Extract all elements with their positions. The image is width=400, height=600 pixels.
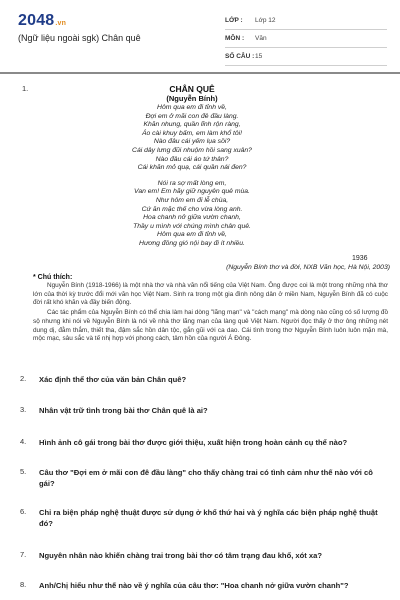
- question-number: 5.: [20, 467, 27, 476]
- poem-line: Nào đâu cái yếm lụa sồi?: [153, 138, 231, 146]
- poem-line: Cứ ăn mặc thế cho vừa lòng anh.: [141, 205, 243, 213]
- logo-main: 2048: [18, 12, 55, 29]
- question-item: [20, 405, 390, 416]
- footnotes-heading: * Chú thích:: [33, 274, 73, 281]
- meta-row-grade: [225, 12, 387, 30]
- footnotes: [33, 274, 388, 345]
- meta-value: Lớp 12: [255, 17, 276, 24]
- poem-line: Hoa chanh nở giữa vườn chanh,: [143, 214, 241, 222]
- question-number: 3.: [20, 405, 27, 414]
- question-number: 2.: [20, 374, 27, 383]
- poem-line: Nói ra sợ mất lòng em,: [157, 179, 227, 187]
- question-text: Hình ảnh cô gái trong bài thơ được giới thiệu, xuất hiện trong hoàn cảnh cụ thể nào?: [39, 438, 348, 447]
- question-item: [20, 507, 390, 529]
- poem-line: Cái khăn mỏ quạ, cái quần nái đen?: [137, 164, 247, 172]
- header-divider: [0, 72, 400, 74]
- question-number: 1.: [22, 84, 29, 93]
- footnote-paragraph: Các tác phẩm của Nguyễn Bính có thể chia làm hai dòng "lãng mạn" và "cách mạng" mà dòng nào cũng có số lượng đồ sộ nhưng khi nói về Nguyễn Bính là nói về nhà thơ lãng mạn của làng quê Việt Nam. Người đọc thấy ở thơ ông những nét dung dị, đằm thắm, thiết tha, đậm sắc hồn dân tộc, gắn gũi với ca dao. Cái tình trong thơ Nguyễn Bính luôn luôn mặn mà, mộc mạc, sâu sắc và tế nhị hợp với phong cách, tâm hồn của người Á Đông.: [33, 309, 388, 343]
- poem-line: Như hôm em đi lễ chùa,: [155, 196, 229, 204]
- poem-line: Cái dây lưng đũi nhuộm hồi sang xuân?: [132, 146, 252, 154]
- poem-line: Khăn nhung, quần lĩnh rộn ràng,: [143, 121, 241, 129]
- question-item: [20, 374, 390, 385]
- meta-value: 15: [255, 53, 263, 60]
- question-text: Câu thơ "Đợi em ở mãi con đê đầu làng" cho thấy chàng trai có tình cảm như thế nào với cô gái?: [39, 468, 373, 488]
- meta-row-question-count: [225, 48, 387, 66]
- meta-key: LỚP :: [225, 17, 243, 24]
- poem-line: Áo cài khuy bấm, em làm khổ tôi!: [141, 129, 243, 137]
- poem: [62, 84, 322, 249]
- document-title: (Ngữ liệu ngoài sgk) Chân quê: [18, 33, 141, 43]
- poem-year: 1936: [352, 255, 368, 262]
- poem-line: Đợi em ở mãi con đê đầu làng.: [145, 112, 239, 120]
- question-number: 6.: [20, 507, 27, 516]
- poem-line: Hôm qua em đi tỉnh về,: [157, 104, 227, 111]
- question-text: Nhân vật trữ tình trong bài thơ Chân quê là ai?: [39, 406, 208, 415]
- poem-stanza-2: [62, 180, 322, 249]
- site-logo[interactable]: [18, 12, 66, 30]
- question-text: Anh/Chị hiểu như thế nào về ý nghĩa của câu thơ: "Hoa chanh nở giữa vườn chanh"?: [39, 581, 349, 590]
- question-text: Xác định thể thơ của văn bản Chân quê?: [39, 375, 187, 384]
- question-item: [20, 580, 390, 591]
- poem-title: CHÂN QUÊ: [169, 84, 215, 94]
- stanza-gap: [62, 173, 322, 180]
- meta-table: [225, 12, 387, 66]
- question-item: [20, 467, 390, 489]
- poem-line: Hôm qua em đi tỉnh về,: [157, 231, 227, 239]
- question-number: 7.: [20, 550, 27, 559]
- poem-line: Van em! Em hãy giữ nguyên quê mùa.: [134, 188, 250, 196]
- meta-value: Văn: [255, 35, 267, 42]
- question-item: [20, 437, 390, 448]
- question-number: 8.: [20, 580, 27, 589]
- poem-author: (Nguyễn Bính): [166, 94, 218, 103]
- poem-stanza-1: [62, 104, 322, 173]
- poem-line: Thầy u mình với chúng mình chân quê.: [133, 222, 251, 230]
- question-item: [20, 550, 390, 561]
- poem-line: Nào đâu cái áo tứ thân?: [155, 155, 229, 163]
- header: [0, 0, 400, 72]
- logo-suffix: .vn: [55, 20, 67, 27]
- question-text: Chỉ ra biện pháp nghệ thuật được sử dụng ở khổ thứ hai và ý nghĩa các biện pháp nghệ thuật đó?: [39, 508, 378, 528]
- meta-key: SỐ CÂU :: [225, 53, 255, 60]
- footnote-paragraph: Nguyễn Bính (1918-1966) là một nhà thơ và nhà văn nổi tiếng của Việt Nam. Ông được coi là một trong những nhà thơ lớn của thời kỳ trước đổi mới văn học Việt Nam. Sinh ra trong một gia đình nông dân ở miền Nam, Nguyễn Bính đã có cuộc đời rất khó khăn và đầy biến động.: [33, 282, 388, 307]
- meta-row-subject: [225, 30, 387, 48]
- question-text: Nguyên nhân nào khiến chàng trai trong bài thơ có tâm trạng đau khổ, xót xa?: [39, 551, 323, 560]
- poem-source: (Nguyễn Bính thơ và đời, NXB Văn học, Hà Nội, 2003): [226, 264, 390, 271]
- question-number: 4.: [20, 437, 27, 446]
- poem-line: Hương đồng gió nội bay đi ít nhiều.: [139, 239, 245, 247]
- meta-key: MÔN :: [225, 35, 245, 42]
